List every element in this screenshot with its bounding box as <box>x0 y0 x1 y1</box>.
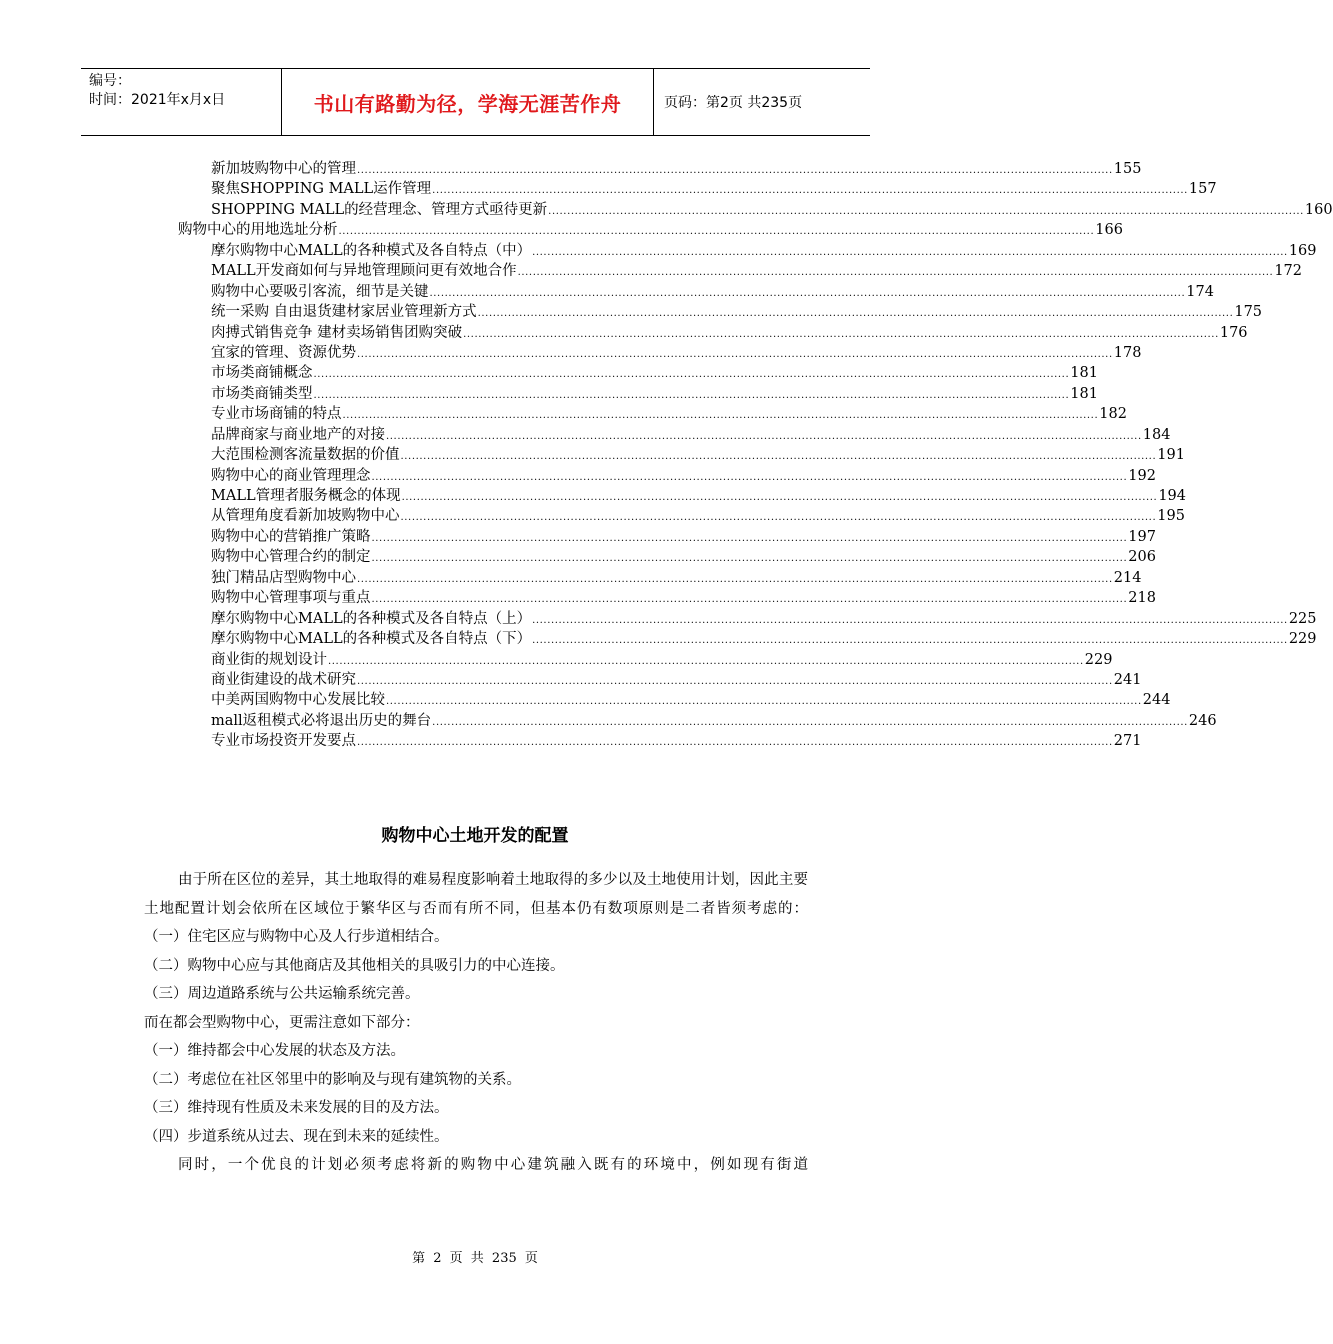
toc-entry[interactable] <box>178 200 1333 220</box>
toc-entry-page: 181 <box>1070 365 1098 382</box>
toc-entry-title: 商业街建设的战术研究 <box>211 671 356 688</box>
toc-leader-dots: ........................................................................................................................................................................................................ <box>548 205 1304 217</box>
toc-entry-title: 购物中心管理事项与重点 <box>211 590 371 607</box>
toc-entry-title: 购物中心要吸引客流，细节是关键 <box>211 283 429 300</box>
intro-paragraph: 由于所在区位的差异，其土地取得的难易程度影响着土地取得的多少以及土地使用计划，因此主要土地配置计划会依所在区域位于繁华区与否而有所不同，但基本仍有数项原则是二者皆须考虑的： <box>144 872 808 917</box>
toc-entry[interactable] <box>178 302 1263 322</box>
toc-leader-dots: ........................................................................................................................................................................................................ <box>532 246 1288 258</box>
toc-leader-dots: ........................................................................................................................................................................................................ <box>328 655 1084 667</box>
toc-entry-page: 160 <box>1304 201 1333 218</box>
toc-entry[interactable] <box>178 404 1127 424</box>
toc-entry[interactable] <box>178 670 1142 690</box>
list-item-b4: （四）步道系统从过去、现在到未来的延续性。 <box>144 1128 449 1145</box>
toc-entry-title: SHOPPING MALL的经营理念、管理方式亟待更新 <box>211 201 548 218</box>
toc-entry-page: 197 <box>1128 528 1156 545</box>
toc-leader-dots: ........................................................................................................................................................................................................ <box>400 451 1157 463</box>
toc-entry-page: 241 <box>1113 671 1142 688</box>
toc-leader-dots: ........................................................................................................................................................................................................ <box>313 389 1070 401</box>
toc-entry[interactable] <box>178 547 1156 567</box>
list-item-b3: （三）维持现有性质及未来发展的目的及方法。 <box>144 1100 449 1116</box>
toc-leader-dots: ........................................................................................................................................................................................................ <box>532 635 1288 647</box>
toc-entry[interactable] <box>178 690 1171 710</box>
table-of-contents <box>178 159 1333 752</box>
header-motto: 书山有路勤为径，学海无涯苦作舟 <box>282 69 654 135</box>
toc-entry-title: 市场类商铺概念 <box>211 365 313 382</box>
toc-leader-dots: ........................................................................................................................................................................................................ <box>477 308 1234 320</box>
header-meta <box>81 69 282 135</box>
list-item-a2: （二）购物中心应与其他商店及其他相关的具吸引力的中心连接。 <box>144 957 565 974</box>
toc-entry[interactable] <box>178 650 1113 670</box>
toc-entry-title: 购物中心的商业管理理念 <box>211 467 371 484</box>
toc-entry-page: 195 <box>1157 508 1185 525</box>
toc-entry[interactable] <box>178 159 1142 179</box>
toc-entry-page: 166 <box>1095 222 1123 239</box>
toc-entry[interactable] <box>178 445 1185 465</box>
toc-entry-title: 摩尔购物中心MALL的各种模式及各自特点（中） <box>211 242 532 259</box>
toc-entry[interactable] <box>178 343 1142 363</box>
toc-entry-title: 肉搏式销售竞争 建材卖场销售团购突破 <box>211 324 463 341</box>
toc-entry-page: 246 <box>1188 712 1217 729</box>
toc-leader-dots: ........................................................................................................................................................................................................ <box>371 532 1128 544</box>
toc-entry-title: 中美两国购物中心发展比较 <box>211 692 385 709</box>
toc-entry-page: 181 <box>1070 385 1098 402</box>
toc-leader-dots: ........................................................................................................................................................................................................ <box>371 471 1128 483</box>
toc-leader-dots: ........................................................................................................................................................................................................ <box>401 492 1158 503</box>
toc-entry-title: 大范围检测客流量数据的价值 <box>211 447 400 464</box>
list-item-b2: （二）考虑位在社区邻里中的影响及与现有建筑物的关系。 <box>144 1071 521 1088</box>
toc-leader-dots: ........................................................................................................................................................................................................ <box>432 716 1188 728</box>
toc-entry-page: 218 <box>1128 590 1156 607</box>
toc-entry-page: 271 <box>1113 733 1142 750</box>
toc-entry-title: 购物中心管理合约的制定 <box>211 549 371 566</box>
toc-entry[interactable] <box>178 220 1123 240</box>
toc-entry-page: 174 <box>1186 283 1214 300</box>
page-footer: 第 2 页 共 235 页 <box>412 1251 538 1266</box>
list-item-a1: （一）住宅区应与购物中心及人行步道相结合。 <box>144 929 449 945</box>
toc-entry-page: 214 <box>1113 569 1142 586</box>
toc-entry[interactable] <box>178 731 1142 751</box>
toc-leader-dots: ........................................................................................................................................................................................................ <box>357 737 1113 749</box>
closing-paragraph: 同时，一个优良的计划必须考虑将新的购物中心建筑融入既有的环境中，例如现有街道 <box>178 1157 808 1173</box>
toc-entry[interactable] <box>178 629 1317 649</box>
toc-entry-title: 统一采购 自由退货建材家居业管理新方式 <box>211 304 477 321</box>
toc-entry-title: 摩尔购物中心MALL的各种模式及各自特点（上） <box>211 610 532 627</box>
toc-entry-title: 专业市场商铺的特点 <box>211 406 342 423</box>
toc-entry-page: 184 <box>1142 426 1171 443</box>
toc-entry-title: MALL管理者服务概念的体现 <box>211 488 401 504</box>
toc-entry-page: 229 <box>1288 631 1317 648</box>
header-page-info: 页码：第2页 共235页 <box>664 95 803 111</box>
toc-entry-title: MALL开发商如何与异地管理顾问更有效地合作 <box>211 263 517 280</box>
toc-leader-dots: ........................................................................................................................................................................................................ <box>338 226 1095 238</box>
toc-leader-dots: ........................................................................................................................................................................................................ <box>342 410 1099 422</box>
page-header <box>81 68 870 136</box>
toc-leader-dots: ........................................................................................................................................................................................................ <box>432 185 1188 197</box>
toc-leader-dots: ........................................................................................................................................................................................................ <box>386 696 1142 708</box>
toc-entry-title: 从管理角度看新加坡购物中心 <box>211 508 400 525</box>
toc-entry-page: 157 <box>1188 181 1217 198</box>
toc-leader-dots: ........................................................................................................................................................................................................ <box>371 594 1128 606</box>
toc-leader-dots: ........................................................................................................................................................................................................ <box>400 512 1157 524</box>
toc-entry-page: 182 <box>1099 406 1127 423</box>
toc-entry-title: 购物中心的用地选址分析 <box>178 222 338 239</box>
list-item-b1: （一）维持都会中心发展的状态及方法。 <box>144 1043 405 1059</box>
toc-entry-page: 155 <box>1113 161 1142 177</box>
toc-entry-title: 独门精品店型购物中心 <box>211 569 356 586</box>
toc-entry[interactable] <box>178 588 1156 608</box>
toc-leader-dots: ........................................................................................................................................................................................................ <box>532 614 1288 626</box>
toc-entry-title: mall返租模式必将退出历史的舞台 <box>211 712 432 729</box>
toc-entry[interactable] <box>178 568 1142 588</box>
toc-entry-title: 市场类商铺类型 <box>211 385 313 402</box>
toc-leader-dots: ........................................................................................................................................................................................................ <box>386 430 1142 442</box>
toc-leader-dots: ........................................................................................................................................................................................................ <box>517 267 1274 279</box>
toc-leader-dots: ........................................................................................................................................................................................................ <box>357 165 1113 176</box>
toc-entry-title: 新加坡购物中心的管理 <box>211 161 356 177</box>
toc-entry[interactable] <box>178 527 1156 547</box>
toc-entry[interactable] <box>178 486 1187 506</box>
toc-entry-title: 专业市场投资开发要点 <box>211 733 356 750</box>
toc-entry-title: 品牌商家与商业地产的对接 <box>211 426 385 443</box>
toc-entry-title: 购物中心的营销推广策略 <box>211 528 371 545</box>
toc-leader-dots: ........................................................................................................................................................................................................ <box>463 328 1219 340</box>
section-heading: 购物中心土地开发的配置 <box>381 826 569 846</box>
toc-entry[interactable] <box>178 609 1317 629</box>
toc-entry-title: 摩尔购物中心MALL的各种模式及各自特点（下） <box>211 631 532 648</box>
toc-leader-dots: ........................................................................................................................................................................................................ <box>357 348 1113 360</box>
toc-entry[interactable] <box>178 261 1303 281</box>
toc-leader-dots: ........................................................................................................................................................................................................ <box>357 675 1113 687</box>
toc-entry[interactable] <box>178 241 1317 261</box>
toc-entry-page: 244 <box>1142 692 1171 709</box>
section-body <box>144 866 808 1180</box>
toc-entry-title: 宜家的管理、资源优势 <box>211 344 356 361</box>
toc-entry-page: 169 <box>1288 242 1317 259</box>
toc-entry[interactable] <box>178 384 1098 404</box>
toc-leader-dots: ........................................................................................................................................................................................................ <box>313 369 1070 381</box>
toc-entry[interactable] <box>178 363 1098 383</box>
header-time-label: 时间：2021年x月x日 <box>89 92 226 108</box>
toc-leader-dots: ........................................................................................................................................................................................................ <box>429 287 1186 299</box>
header-number-label: 编号： <box>89 73 131 89</box>
toc-entry[interactable] <box>178 711 1217 731</box>
toc-entry-page: 194 <box>1158 488 1187 504</box>
toc-entry[interactable] <box>178 425 1171 445</box>
toc-entry-page: 206 <box>1128 549 1156 566</box>
list-item-a3: （三）周边道路系统与公共运输系统完善。 <box>144 986 420 1002</box>
toc-entry-page: 172 <box>1274 263 1303 280</box>
toc-entry[interactable] <box>178 323 1248 343</box>
toc-entry-page: 175 <box>1234 304 1263 321</box>
toc-leader-dots: ........................................................................................................................................................................................................ <box>371 553 1128 565</box>
toc-entry-page: 229 <box>1084 651 1113 668</box>
toc-entry-title: 聚焦SHOPPING MALL运作管理 <box>211 181 432 198</box>
toc-entry[interactable] <box>178 282 1214 302</box>
toc-entry-page: 178 <box>1113 344 1142 361</box>
toc-leader-dots: ........................................................................................................................................................................................................ <box>357 573 1113 585</box>
urban-lead-paragraph: 而在都会型购物中心，更需注意如下部分： <box>144 1014 420 1031</box>
toc-entry-page: 191 <box>1157 447 1185 464</box>
toc-entry[interactable] <box>178 466 1156 486</box>
toc-entry[interactable] <box>178 179 1217 199</box>
toc-entry-page: 176 <box>1219 324 1248 341</box>
toc-entry-page: 225 <box>1288 610 1317 627</box>
toc-entry-page: 192 <box>1128 467 1156 484</box>
toc-entry[interactable] <box>178 506 1185 526</box>
toc-entry-title: 商业街的规划设计 <box>211 651 327 668</box>
